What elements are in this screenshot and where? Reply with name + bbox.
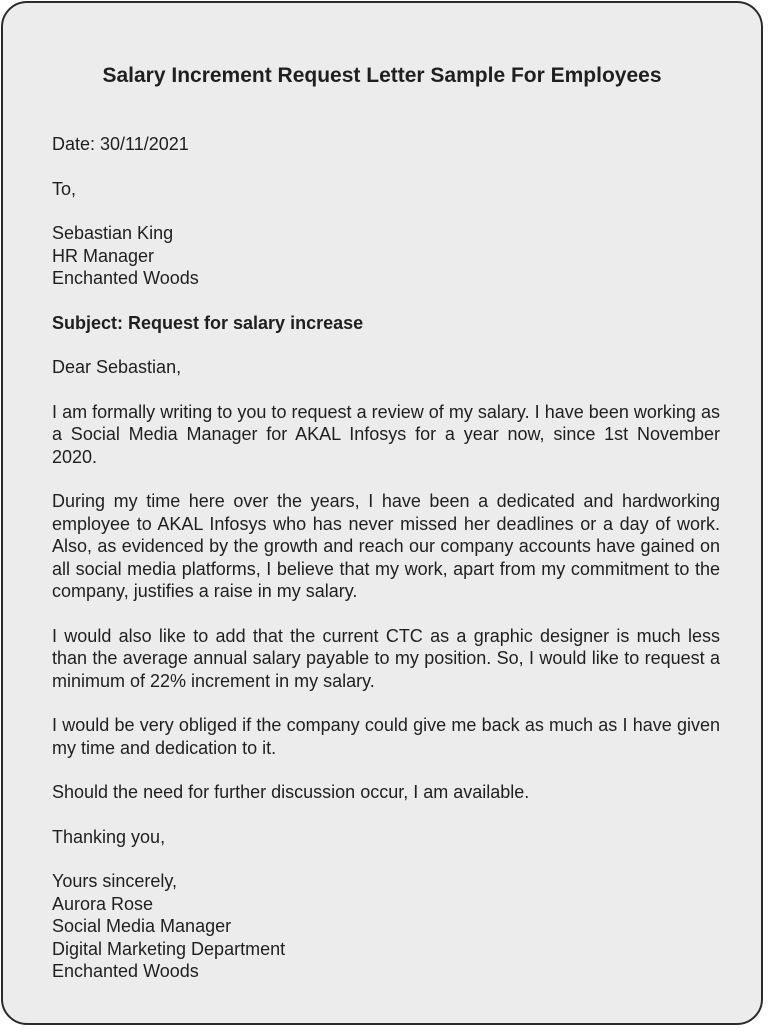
sender-department: Digital Marketing Department [52,938,286,959]
letter-title: Salary Increment Request Letter Sample For Employees [102,64,662,87]
recipient-company: Enchanted Woods [52,268,199,288]
body-paragraph-5: Should the need for further discussion occur, I am available. [52,782,530,802]
letter-frame [1,1,763,1025]
thanks-line: Thanking you, [52,826,166,847]
signature-block [52,870,720,983]
body-paragraph-2: During my time here over the years, I have been a dedicated and hardworking employee to AKAL Infosys who has never missed her deadlines or a day of work. Also, as evidenced by the growth and reach our company accounts have gained on all social media platforms, I believe that my work, apart from my commitment to the company, justifies a raise in my salary. [52,491,720,601]
letter-body [52,133,720,1005]
to-line: To, [52,178,77,199]
closing-line: Yours sincerely, [52,871,178,891]
body-paragraph-3: I would also like to add that the current CTC as a graphic designer is much less than the average annual salary payable to my position. So, I would like to request a minimum of 22% increment in my salary. [52,625,720,691]
recipient-position: HR Manager [52,245,155,266]
sender-position: Social Media Manager [52,916,232,936]
subject-line: Subject: Request for salary increase [52,312,364,333]
salutation: Dear Sebastian, [52,357,182,377]
date-line: Date: 30/11/2021 [52,134,189,154]
sender-name: Aurora Rose [52,893,154,914]
recipient-name: Sebastian King [52,223,174,243]
recipient-address [52,222,720,290]
body-paragraph-1: I am formally writing to you to request a review of my salary. I have been working as a Social Media Manager for AKAL Infosys for a year now, since 1st November 2020. [52,401,720,467]
body-paragraph-4: I would be very obliged if the company could give me back as much as I have given my time and dedication to it. [52,715,720,758]
sender-company: Enchanted Woods [52,961,199,981]
